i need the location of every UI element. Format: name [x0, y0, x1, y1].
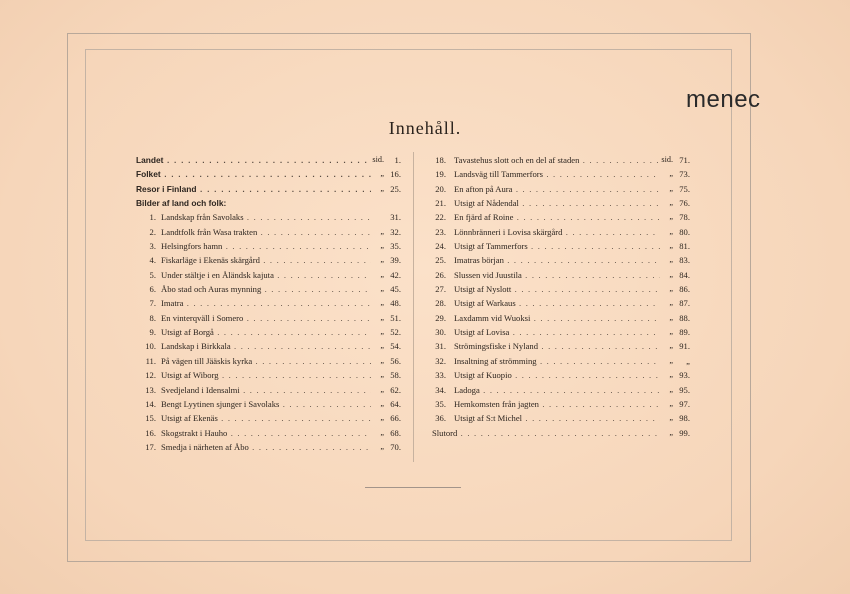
- toc-entry-title: [136, 354, 371, 368]
- toc-entry-page: 71.: [679, 155, 690, 165]
- toc-entry-number: 10.: [145, 341, 156, 352]
- toc-entry-page: 81.: [679, 241, 690, 252]
- toc-entry-page: 78.: [679, 212, 690, 223]
- toc-entry-page: 35.: [390, 241, 401, 252]
- toc-entry-page: 51.: [390, 312, 401, 323]
- toc-entry-title: [432, 397, 660, 411]
- toc-entry-sid: „: [669, 226, 673, 236]
- toc-entry-label: Imatras början: [454, 255, 504, 266]
- toc-entry-page: 68.: [390, 427, 401, 438]
- toc-entry: [136, 339, 401, 353]
- toc-entry-sid: „: [380, 312, 384, 322]
- toc-entry: [136, 311, 401, 325]
- page-title: Innehåll.: [388, 118, 462, 138]
- toc-entry-label: Imatra: [161, 298, 184, 309]
- toc-entry-page: 70.: [390, 441, 401, 452]
- toc-entry-number: 33.: [435, 370, 446, 381]
- toc-entry-label: Tavastehus slott och en del af staden: [454, 155, 580, 165]
- toc-entry: [432, 210, 690, 224]
- toc-entry-page: 87.: [679, 298, 690, 309]
- toc-entry-label: Landskap från Savolaks: [161, 212, 244, 223]
- toc-entry-sid: „: [380, 298, 384, 308]
- toc-entry-sid: „: [669, 370, 673, 380]
- toc-entry-number: 32.: [435, 355, 446, 366]
- toc-entry-sid: „: [380, 355, 384, 365]
- toc-entry-number: 19.: [435, 169, 446, 180]
- toc-entry-page: 32.: [390, 226, 401, 237]
- toc-entry: [432, 239, 690, 253]
- toc-entry-sid: „: [380, 269, 384, 279]
- toc-entry-label: Utsigt af Nådendal: [454, 198, 519, 209]
- toc-entry-number: 13.: [145, 384, 156, 395]
- toc-entry-title: [432, 368, 660, 382]
- toc-entry-title: [136, 383, 371, 397]
- toc-entry-number: 21.: [435, 198, 446, 209]
- toc-entry: [432, 368, 690, 382]
- toc-entry-label: Fiskarläge i Ekenäs skärgård: [161, 255, 260, 266]
- toc-entry-sid: „: [380, 327, 384, 337]
- toc-entry-page: 42.: [390, 269, 401, 280]
- toc-entry: [432, 253, 690, 267]
- toc-entry-number: 35.: [435, 398, 446, 409]
- toc-entry-title: [136, 167, 371, 181]
- toc-entry: [136, 397, 401, 411]
- toc-entry: [432, 383, 690, 397]
- toc-entry-number: 20.: [435, 183, 446, 194]
- toc-entry-sid: „: [669, 398, 673, 408]
- toc-entry-number: 15.: [145, 413, 156, 424]
- toc-entry-title: [432, 383, 660, 397]
- toc-entry-label: Lönnbränneri i Lovisa skärgård: [454, 226, 563, 237]
- toc-entry: [136, 253, 401, 267]
- toc-entry-number: 9.: [149, 327, 156, 338]
- toc-entry-label: Utsigt af Tammerfors: [454, 241, 528, 252]
- toc-entry-number: 25.: [435, 255, 446, 266]
- toc-entry-sid: „: [380, 183, 384, 193]
- toc-entry-number: 22.: [435, 212, 446, 223]
- toc-entry-page: 80.: [679, 226, 690, 237]
- toc-entry: [432, 397, 690, 411]
- toc-entry: [432, 268, 690, 282]
- toc-entry-label: Slutord: [432, 427, 458, 438]
- toc-entry-title: [432, 339, 660, 353]
- toc-entry-label: Insaltning af strömming: [454, 355, 537, 366]
- toc-entry-sid: „: [380, 370, 384, 380]
- toc-entry-label: Bilder af land och folk:: [136, 198, 227, 209]
- toc-entry: [432, 282, 690, 296]
- toc-entry: [136, 268, 401, 282]
- toc-entry-number: 17.: [145, 441, 156, 452]
- toc-entry-sid: „: [380, 413, 384, 423]
- toc-entry: [136, 325, 401, 339]
- toc-entry-number: 11.: [145, 355, 156, 366]
- toc-entry-page: 45.: [390, 284, 401, 295]
- toc-left-column: [136, 153, 401, 454]
- toc-entry-number: 14.: [145, 398, 156, 409]
- toc-entry-number: 8.: [149, 312, 156, 323]
- toc-entry-label: Slussen vid Juustila: [454, 269, 522, 280]
- toc-entry-number: 1.: [149, 212, 156, 223]
- toc-entry-page: 64.: [390, 398, 401, 409]
- toc-entry-label: Helsingfors hamn: [161, 241, 223, 252]
- toc-entry-title: [136, 239, 371, 253]
- toc-entry-title: [432, 325, 660, 339]
- toc-entry: [136, 239, 401, 253]
- toc-entry-number: 36.: [435, 413, 446, 424]
- toc-entry-title: [136, 411, 371, 425]
- toc-entry-label: Resor i Finland: [136, 183, 197, 194]
- toc-entry: [136, 196, 401, 210]
- toc-entry-sid: sid.: [372, 155, 384, 164]
- toc-entry-number: 3.: [149, 241, 156, 252]
- toc-entry-sid: „: [669, 341, 673, 351]
- toc-entry-label: Åbo stad och Auras mynning: [161, 284, 262, 295]
- toc-entry-page: 88.: [679, 312, 690, 323]
- toc-entry-page: 91.: [679, 341, 690, 352]
- toc-entry-sid: „: [669, 298, 673, 308]
- toc-entry-number: 31.: [435, 341, 446, 352]
- toc-entry: [136, 282, 401, 296]
- toc-entry: [136, 153, 401, 167]
- toc-entry-sid: „: [380, 341, 384, 351]
- bottom-rule: [365, 487, 461, 488]
- toc-entry-title: [136, 225, 371, 239]
- toc-entry-sid: sid.: [661, 155, 673, 164]
- toc-entry-label: Utsigt af Lovisa: [454, 327, 510, 338]
- toc-entry-title: [136, 153, 371, 167]
- toc-entry-page: 66.: [390, 413, 401, 424]
- toc-entry-page: 31.: [390, 212, 401, 223]
- toc-entry: [136, 426, 401, 440]
- toc-entry-label: Ladoga: [454, 384, 480, 395]
- toc-entry-page: 84.: [679, 269, 690, 280]
- toc-entry-title: [136, 339, 371, 353]
- toc-entry-number: 28.: [435, 298, 446, 309]
- toc-entry-label: Utsigt af Nyslott: [454, 284, 512, 295]
- toc-entry-page: 1.: [394, 155, 401, 165]
- toc-entry-title: [136, 311, 371, 325]
- toc-entry-label: Utsigt af Ekenäs: [161, 413, 218, 424]
- toc-entry-sid: „: [669, 413, 673, 423]
- toc-entry-page: 95.: [679, 384, 690, 395]
- watermark: menec: [686, 86, 761, 113]
- toc-entry-number: 6.: [149, 284, 156, 295]
- toc-entry-title: [432, 225, 660, 239]
- toc-entry-sid: „: [380, 241, 384, 251]
- toc-entry-title: [136, 196, 401, 210]
- toc-entry-title: [136, 426, 371, 440]
- toc-entry-sid: „: [669, 312, 673, 322]
- toc-entry-number: 23.: [435, 226, 446, 237]
- toc-entry-label: På vägen till Jääskis kyrka: [161, 355, 253, 366]
- toc-entry: [432, 426, 690, 440]
- toc-entry: [432, 296, 690, 310]
- toc-entry: [432, 182, 690, 196]
- toc-entry-number: 26.: [435, 269, 446, 280]
- toc-entry-label: Strömingsfiske i Nyland: [454, 341, 539, 352]
- toc-entry-page: 52.: [390, 327, 401, 338]
- toc-entry-page: 93.: [679, 370, 690, 381]
- toc-entry-page: 89.: [679, 327, 690, 338]
- toc-entry-title: [432, 196, 660, 210]
- toc-entry-page: 48.: [390, 298, 401, 309]
- toc-entry-page: 97.: [679, 398, 690, 409]
- toc-entry-number: 2.: [149, 226, 156, 237]
- toc-entry-number: 34.: [435, 384, 446, 395]
- toc-entry-title: [432, 282, 660, 296]
- toc-entry-number: 7.: [149, 298, 156, 309]
- toc-entry-title: [432, 253, 660, 267]
- toc-entry-page: 54.: [390, 341, 401, 352]
- toc-entry: [432, 167, 690, 181]
- toc-entry-number: 27.: [435, 284, 446, 295]
- toc-entry: [432, 325, 690, 339]
- toc-entry-label: Landet: [136, 155, 164, 165]
- toc-entry-page: 99.: [679, 427, 690, 438]
- toc-entry-sid: „: [669, 169, 673, 179]
- toc-entry-page: „: [686, 355, 690, 366]
- toc-entry-title: [432, 426, 660, 440]
- toc-entry-page: 25.: [390, 183, 401, 194]
- toc-entry-label: Laxdamm vid Wuoksi: [454, 312, 531, 323]
- toc-entry-number: 29.: [435, 312, 446, 323]
- toc-entry-page: 73.: [679, 169, 690, 180]
- toc-entry-page: 58.: [390, 370, 401, 381]
- toc-entry-label: Folket: [136, 169, 161, 180]
- toc-entry-page: 98.: [679, 413, 690, 424]
- toc-entry: [136, 383, 401, 397]
- toc-entry: [432, 153, 690, 167]
- toc-entry: [136, 182, 401, 196]
- toc-entry: [136, 368, 401, 382]
- toc-entry-sid: „: [669, 183, 673, 193]
- toc-entry-label: Utsigt af Warkaus: [454, 298, 516, 309]
- toc-entry-sid: „: [380, 441, 384, 451]
- toc-entry-page: 62.: [390, 384, 401, 395]
- toc-entry-title: [432, 167, 660, 181]
- toc-entry-number: 5.: [149, 269, 156, 280]
- toc-entry-sid: „: [380, 398, 384, 408]
- toc-entry: [136, 440, 401, 454]
- toc-entry-sid: „: [380, 226, 384, 236]
- toc-entry-number: 16.: [145, 427, 156, 438]
- toc-entry-sid: „: [669, 427, 673, 437]
- toc-entry-title: [136, 268, 371, 282]
- toc-entry: [432, 354, 690, 368]
- toc-entry-label: Utsigt af Borgå: [161, 327, 214, 338]
- toc-entry-sid: „: [380, 384, 384, 394]
- toc-entry-sid: „: [669, 384, 673, 394]
- toc-entry-title: [432, 239, 660, 253]
- toc-entry-page: 16.: [390, 169, 401, 180]
- toc-entry-sid: „: [380, 284, 384, 294]
- toc-entry-label: Smedja i närheten af Åbo: [161, 441, 249, 452]
- toc-entry-page: 86.: [679, 284, 690, 295]
- toc-entry-label: Landsväg till Tammerfors: [454, 169, 543, 180]
- toc-entry: [136, 210, 401, 224]
- toc-entry-number: 12.: [145, 370, 156, 381]
- toc-entry-title: [136, 296, 371, 310]
- toc-entry-title: [432, 153, 660, 167]
- toc-entry: [432, 339, 690, 353]
- toc-entry-sid: „: [669, 355, 673, 365]
- toc-entry-page: 75.: [679, 183, 690, 194]
- toc-entry-title: [136, 253, 371, 267]
- toc-entry-title: [432, 182, 660, 196]
- toc-entry-sid: „: [669, 241, 673, 251]
- toc-entry-title: [136, 368, 371, 382]
- toc-entry: [432, 196, 690, 210]
- toc-entry-sid: „: [669, 255, 673, 265]
- toc-entry-label: Landskap i Birkkala: [161, 341, 231, 352]
- toc-entry-number: 24.: [435, 241, 446, 252]
- toc-entry-title: [136, 325, 371, 339]
- toc-entry-label: Utsigt af Wiborg: [161, 370, 219, 381]
- toc-entry-number: 30.: [435, 327, 446, 338]
- toc-entry-sid: „: [669, 327, 673, 337]
- toc-entry-sid: „: [380, 427, 384, 437]
- toc-entry: [432, 411, 690, 425]
- toc-entry-page: 76.: [679, 198, 690, 209]
- column-divider: [413, 152, 414, 462]
- toc-entry-title: [136, 282, 371, 296]
- toc-entry-label: Svedjeland i Idensalmi: [161, 384, 240, 395]
- toc-entry-title: [136, 210, 371, 224]
- toc-entry-label: En fjärd af Roine: [454, 212, 514, 223]
- toc-entry-title: [432, 296, 660, 310]
- toc-entry-number: 18.: [435, 155, 446, 165]
- toc-entry-page: 39.: [390, 255, 401, 266]
- toc-entry-label: Bengt Lyytinen sjunger i Savolaks: [161, 398, 280, 409]
- toc-entry-title: [136, 440, 371, 454]
- toc-entry-title: [136, 182, 371, 196]
- toc-entry-title: [432, 268, 660, 282]
- toc-entry-label: Hemkomsten från jagten: [454, 398, 539, 409]
- toc-entry-title: [432, 354, 660, 368]
- toc-entry: [136, 354, 401, 368]
- toc-entry-label: Utsigt af S:t Michel: [454, 413, 523, 424]
- toc-entry-label: En vinterqväll i Somero: [161, 312, 244, 323]
- toc-entry: [432, 225, 690, 239]
- toc-right-column: [432, 153, 690, 440]
- toc-entry-title: [136, 397, 371, 411]
- toc-entry: [136, 296, 401, 310]
- toc-entry-label: Landtfolk från Wasa trakten: [161, 226, 258, 237]
- toc-entry: [136, 225, 401, 239]
- toc-entry: [136, 167, 401, 181]
- toc-entry-page: 83.: [679, 255, 690, 266]
- toc-entry-sid: „: [380, 169, 384, 179]
- toc-entry-sid: „: [669, 198, 673, 208]
- toc-entry-label: Skogstrakt i Hauho: [161, 427, 228, 438]
- toc-entry: [136, 411, 401, 425]
- toc-entry-sid: „: [669, 269, 673, 279]
- toc-entry-title: [432, 411, 660, 425]
- toc-entry: [432, 311, 690, 325]
- toc-entry-label: Utsigt af Kuopio: [454, 370, 512, 381]
- toc-entry-sid: „: [380, 255, 384, 265]
- toc-entry-label: Under stältje i en Åländsk kajuta: [161, 269, 274, 280]
- toc-entry-number: 4.: [149, 255, 156, 266]
- toc-entry-title: [432, 311, 660, 325]
- toc-entry-page: 56.: [390, 355, 401, 366]
- toc-entry-sid: „: [669, 212, 673, 222]
- toc-entry-title: [432, 210, 660, 224]
- toc-entry-label: En afton på Aura: [454, 183, 513, 194]
- toc-entry-sid: „: [669, 284, 673, 294]
